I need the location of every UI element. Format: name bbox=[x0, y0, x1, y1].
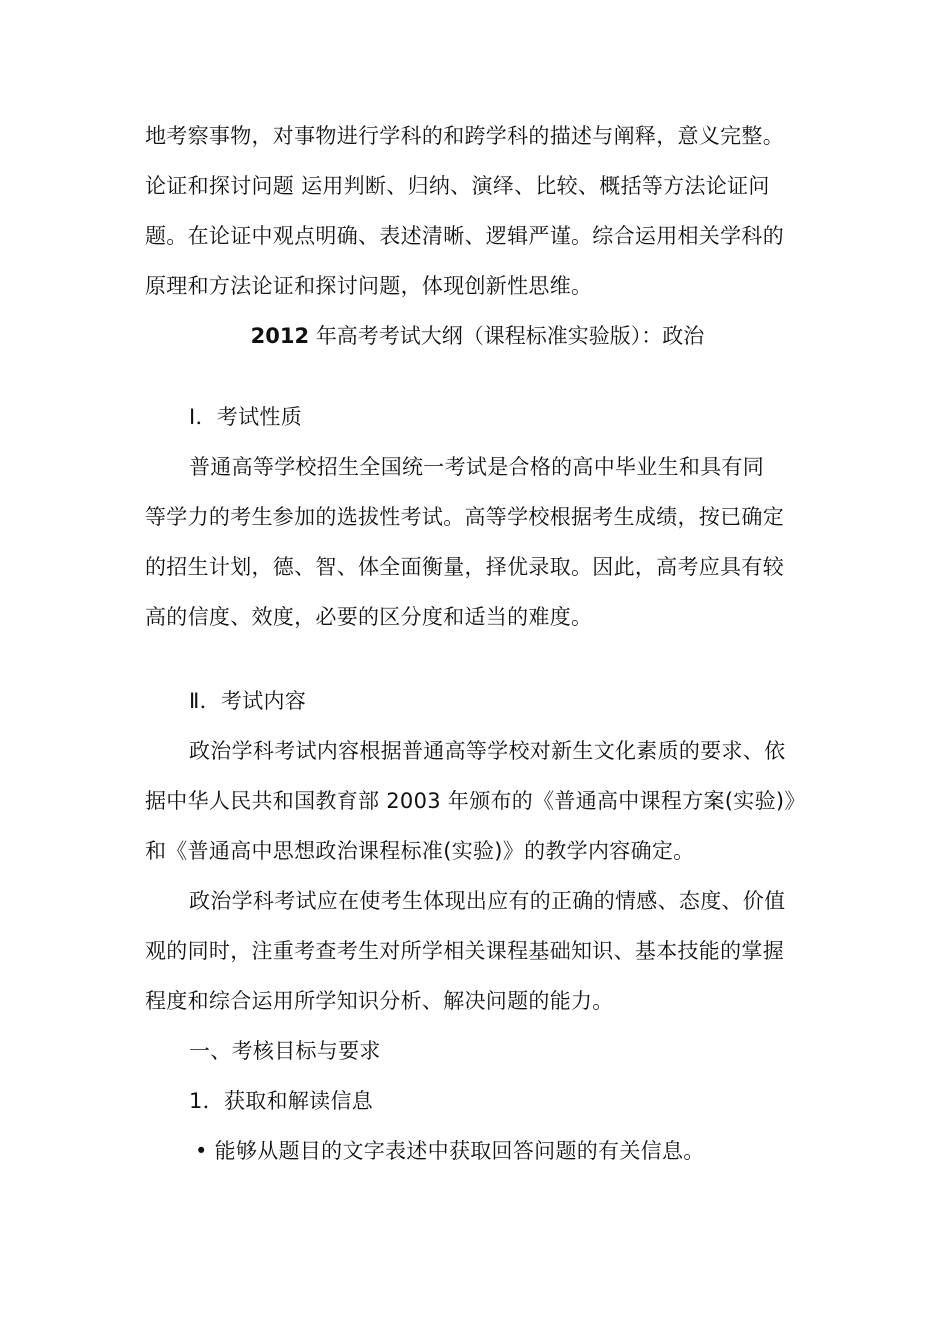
sub-heading: 一、考核目标与要求 bbox=[189, 1039, 381, 1063]
text-line: 政治学科考试内容根据普通高等学校对新生文化素质的要求、依 bbox=[189, 739, 786, 763]
section-1 bbox=[145, 399, 810, 635]
section-1-heading: Ⅰ．考试性质 bbox=[189, 405, 302, 429]
text-line: 原理和方法论证和探讨问题，体现创新性思维。 bbox=[145, 274, 593, 298]
section-2 bbox=[145, 683, 810, 1169]
text-line: 论证和探讨问题 运用判断、归纳、演绎、比较、概括等方法论证问 bbox=[145, 174, 770, 198]
text-line: 程度和综合运用所学知识分析、解决问题的能力。 bbox=[145, 989, 614, 1013]
text-line: 和《普通高中思想政治课程标准(实验)》的教学内容确定。 bbox=[145, 839, 695, 863]
text-line: 等学力的考生参加的选拔性考试。高等学校根据考生成绩，按已确定 bbox=[145, 505, 784, 529]
document-title bbox=[145, 318, 810, 354]
text-line: 题。在论证中观点明确、表述清晰、逻辑严谨。综合运用相关学科的 bbox=[145, 224, 784, 248]
bullet-item: • 能够从题目的文字表述中获取回答问题的有关信息。 bbox=[195, 1139, 705, 1163]
text-line: 观的同时，注重考查考生对所学相关课程基础知识、基本技能的掌握 bbox=[145, 939, 784, 963]
text-line: 普通高等学校招生全国统一考试是合格的高中毕业生和具有同 bbox=[189, 455, 765, 479]
intro-paragraph bbox=[145, 118, 810, 304]
document-body bbox=[145, 118, 810, 1183]
text-line: 据中华人民共和国教育部 2003 年颁布的《普通高中课程方案(实验)》 bbox=[145, 789, 806, 813]
text-line: 政治学科考试应在使考生体现出应有的正确的情感、态度、价值 bbox=[189, 889, 786, 913]
text-line: 地考察事物，对事物进行学科的和跨学科的描述与阐释，意义完整。 bbox=[145, 124, 784, 148]
text-line: 高的信度、效度，必要的区分度和适当的难度。 bbox=[145, 605, 593, 629]
title-text: 年高考考试大纲（课程标准实验版）：政治 bbox=[315, 324, 705, 348]
list-item-heading: 1．获取和解读信息 bbox=[189, 1089, 374, 1113]
text-line: 的招生计划，德、智、体全面衡量，择优录取。因此，高考应具有较 bbox=[145, 555, 784, 579]
title-year: 2012 bbox=[250, 324, 310, 348]
section-2-heading: Ⅱ．考试内容 bbox=[189, 689, 307, 713]
